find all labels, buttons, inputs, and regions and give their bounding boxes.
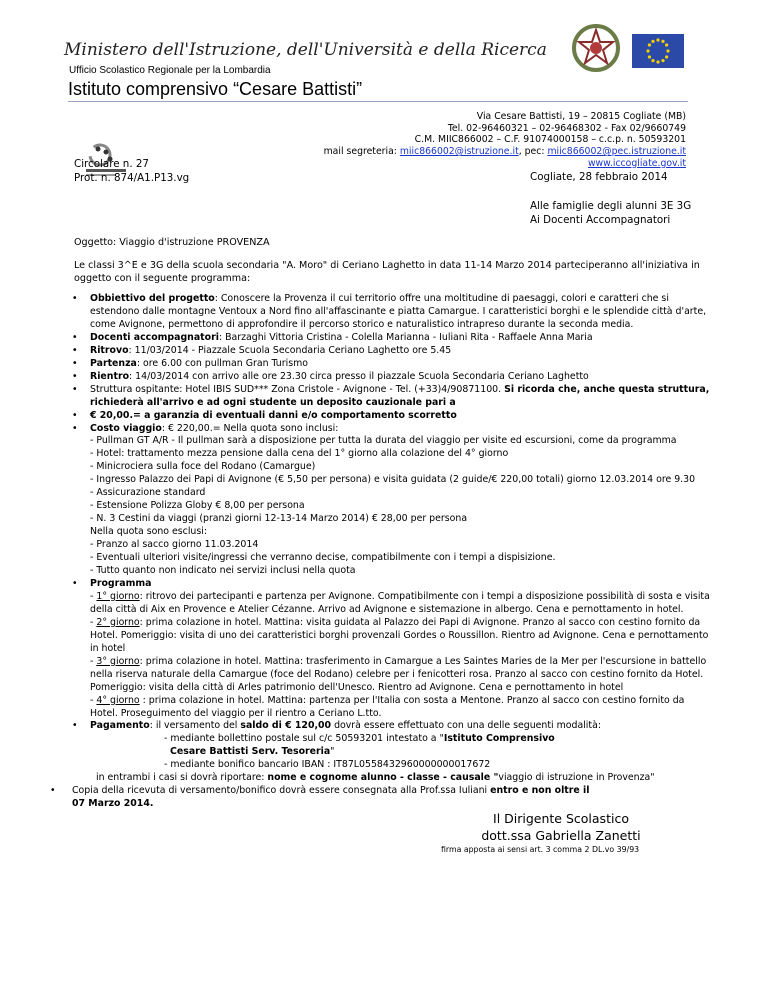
item-label: Rientro xyxy=(90,370,130,382)
recipients xyxy=(530,199,691,227)
recipient-families: Alle famiglie degli alunni 3E 3G xyxy=(530,200,692,212)
signature-block xyxy=(476,810,646,844)
codes-line: C.M. MIIC866002 – C.F. 91074000158 – c.c.p. n. 50593201 xyxy=(414,134,686,146)
day-entry: - 1° giorno: ritrovo dei partecipanti e partenza per Avignone. Compatibilmente con i tempi a disposizione possibilità di sosta e visita della città di Aix en Provence e Atelier Cézanne. Arrivo ad Avignone e sistemazione in albergo. Cena e pernottamento in hotel. xyxy=(90,590,710,615)
included-item: - Ingresso Palazzo dei Papi di Avignone (€ 5,50 per persona) e visita guidata (2 guide/€ 220,00 totali) giorno 12.03.2014 ore 9.30 xyxy=(90,474,696,486)
item-text: : il versamento del xyxy=(149,720,241,732)
day-text: : prima colazione in hotel. Mattina: visita guidata al Palazzo dei Papi di Avignone. Pranzo al sacco con cestino fornito da Hotel. Pomeriggio: visita di uno dei caratteristici borghi provenzali Gordes o Roussillon. Rientro ad Avignone. Cena e pernottamento in hotel xyxy=(90,616,709,654)
payment-causale xyxy=(90,772,710,785)
program-body xyxy=(50,293,710,811)
item-text: : ore 6.00 con pullman Gran Turismo xyxy=(136,357,308,369)
recipient-teachers: Ai Docenti Accompagnatori xyxy=(530,214,671,226)
place-date: Cogliate, 28 febbraio 2014 xyxy=(530,171,668,183)
day-label: 2° giorno xyxy=(96,616,140,628)
eu-flag-icon xyxy=(632,34,684,68)
list-item: • Rientro: 14/03/2014 con arrivo alle ore 23.30 circa presso il piazzale Scuola Secondaria Ceriano Laghetto xyxy=(72,370,589,382)
included-list xyxy=(90,435,710,526)
day-label: 4° giorno xyxy=(96,694,140,706)
circolare-number: Circolare n. 27 xyxy=(74,158,149,170)
list-item: • Ritrovo: 11/03/2014 - Piazzale Scuola Secondaria Ceriano Laghetto ore 5.45 xyxy=(72,344,452,356)
item-text: : € 220,00.= Nella quota sono inclusi: xyxy=(161,422,339,434)
list-item: • Docenti accompagnatori: Barzaghi Vittoria Cristina - Colella Marianna - Iuliani Rita - Raffaele Anna Maria xyxy=(72,331,593,343)
item-label: Partenza xyxy=(90,357,137,369)
day-entry: - 4° giorno : prima colazione in hotel. Mattina: partenza per l'Italia con sosta a Mentone. Pranzo al sacco con cestino fornito da Hotel. Proseguimento del viaggio per il rientro a Ceriano L.tto. xyxy=(90,694,685,719)
header-divider xyxy=(68,101,688,102)
included-item: - Minicrociera sulla foce del Rodano (Camargue) xyxy=(90,461,316,473)
causale-post: viaggio di istruzione in Provenza" xyxy=(498,772,655,784)
item-text: : 11/03/2014 - Piazzale Scuola Secondaria Ceriano Laghetto ore 5.45 xyxy=(128,344,452,356)
item-label: Docenti accompagnatori xyxy=(90,331,219,343)
phone-line: Tel. 02-96460321 – 02-96468302 - Fax 02/9660749 xyxy=(447,122,686,134)
receipt-deadline: entro e non oltre il xyxy=(490,785,590,797)
excluded-item: - Tutto quanto non indicato nei servizi inclusi nella quota xyxy=(90,565,356,577)
day-label: 3° giorno xyxy=(96,655,140,667)
list-item: • Obbiettivo del progetto: Conoscere la Provenza il cui territorio offre una moltitudine di paesaggi, colori e caratteri che si estendono dalle montagne Ventoux a Nord fino all'affascinante e piatta Camargue. I caratteristici borghi e le splendide città d'arte, come Avignone, permettono di approfondire il percorso storico e naturalistico intrapreso durante la seconda media. xyxy=(72,293,707,330)
director-name: dott.ssa Gabriella Zanetti xyxy=(481,828,641,843)
item-bold: Si ricorda che, anche questa struttura, richiederà all'arrivo e ad ogni studente un deposito cauzionale pari a xyxy=(90,383,710,408)
program-heading: Programma xyxy=(90,577,152,589)
excluded-heading: Nella quota sono esclusi: xyxy=(90,526,208,538)
included-item: - N. 3 Cestini da viaggi (pranzi giorni 12-13-14 Marzo 2014) € 28,00 per persona xyxy=(90,513,468,525)
included-item: - Estensione Polizza Globy € 8,00 per persona xyxy=(90,500,305,512)
excluded-item: - Eventuali ulteriori visite/ingressi che verranno decise, compatibilmente con i tempi a dispisizione. xyxy=(90,552,556,564)
signature-note: firma apposta ai sensi art. 3 comma 2 DL.vo 39/93 xyxy=(441,845,640,854)
list-item: • Pagamento: il versamento del saldo di € 120,00 dovrà essere effettuato con una delle seguenti modalità: - mediante bollettino postale sul c/c 50593201 intestato a "Istituto Comprensivo Cesare Battisti Serv. Tesoreria" - mediante bonifico bancario IBAN : IT87L0558432960000000017672 in entrambi i casi si dovrà riportare: nome e cognome alunno - classe - causale "viaggio di istruzione in Provenza" xyxy=(74,720,710,785)
postal-holder: Istituto Comprensivo xyxy=(443,733,555,745)
mail-link[interactable]: miic866002@istruzione.it xyxy=(399,146,519,158)
address-line: Via Cesare Battisti, 19 – 20815 Cogliate (MB) xyxy=(476,111,686,122)
list-item: • Struttura ospitante: Hotel IBIS SUD*** Zona Cristole - Avignone - Tel. (+33)4/90871100. Si ricorda che, anche questa struttura, richiederà all'arrivo e ad ogni studente un deposito cauzionale pari a xyxy=(72,383,710,408)
mail-label: mail segreteria: xyxy=(323,146,400,158)
list-item: • Partenza: ore 6.00 con pullman Gran Turismo xyxy=(72,357,308,369)
receipt-date: 07 Marzo 2014. xyxy=(72,798,154,810)
day-entry: - 2° giorno: prima colazione in hotel. Mattina: visita guidata al Palazzo dei Papi di Avignone. Pranzo al sacco con cestino fornito da Hotel. Pomeriggio: visita di uno dei caratteristici borghi provenzali Gordes o Roussillon. Rientro ad Avignone. Cena e pernottamento in hotel xyxy=(90,616,709,654)
item-text: : Conoscere la Provenza il cui territorio offre una moltitudine di paesaggi, colori e caratteri che si estendono dalle montagne Ventoux a Nord fino all'affascinante e piatta Camargue. I caratteristici borghi e le splendide città d'arte, come Avignone, permettono di approfondire il percorso storico e naturalistico intrapreso durante la seconda media. xyxy=(90,293,707,330)
director-title: Il Dirigente Scolastico xyxy=(493,811,629,826)
payment-holder xyxy=(90,746,710,759)
subject-line: Oggetto: Viaggio d'istruzione PROVENZA xyxy=(74,237,270,248)
pec-label: , pec: xyxy=(518,146,548,158)
excluded-item: - Pranzo al sacco giorno 11.03.2014 xyxy=(90,539,259,551)
website-link[interactable]: www.iccogliate.gov.it xyxy=(587,157,686,169)
day-text: : ritrovo dei partecipanti e partenza per Avignone. Compatibilmente con i tempi a disposizione possibilità di sosta e visita della città di Aix en Provence e Atelier Cézanne. Arrivo ad Avignone e sistemazione in albergo. Cena e pernottamento in hotel. xyxy=(90,590,710,615)
included-item: - Hotel: trattamento mezza pensione dalla cena del 1° giorno alla colazione del 4° giorno xyxy=(90,448,509,460)
school-address xyxy=(324,111,686,170)
italy-emblem-icon xyxy=(570,22,622,74)
item-label: Obbiettivo del progetto xyxy=(90,293,215,304)
item-label: Costo viaggio xyxy=(90,422,162,434)
item-text: : Barzaghi Vittoria Cristina - Colella Marianna - Iuliani Rita - Raffaele Anna Maria xyxy=(218,331,593,343)
receipt-text: Copia della ricevuta di versamento/bonifico dovrà essere consegnata alla Prof.ssa Iuliani xyxy=(72,785,491,797)
item-text: dovrà essere effettuato con una delle seguenti modalità: xyxy=(331,720,601,732)
postal-holder-2: Cesare Battisti Serv. Tesoreria xyxy=(170,746,331,758)
ministry-name: Ministero dell'Istruzione, dell'Università e della Ricerca xyxy=(64,40,547,60)
list-item: • Costo viaggio: € 220,00.= Nella quota sono inclusi: - Pullman GT A/R - Il pullman sarà a disposizione per tutta la durata del viaggio per visite ed escursioni, come da programma - Hotel: trattamento mezza pensione dalla cena del 1° giorno alla colazione del 4° giorno - Minicrociera sulla foce del Rodano (Camargue) - Ingresso Palazzo dei Papi di Avignone (€ 5,50 per persona) e visita guidata (2 guide/€ 220,00 totali) giorno 12.03.2014 ore 9.30 - Assicurazione standard - Estensione Polizza Globy € 8,00 per persona - N. 3 Cestini da viaggi (pranzi giorni 12-13-14 Marzo 2014) € 28,00 per persona Nella quota sono esclusi: - Pranzo al sacco giorno 11.03.2014 - Eventuali ulteriori visite/ingressi che verranno decise, compatibilmente con i tempi a dispisizione. - Tutto quanto non indicato nei servizi inclusi nella quota xyxy=(74,423,710,578)
day-label: 1° giorno xyxy=(96,590,140,602)
excluded-list xyxy=(90,539,710,578)
circolare-info xyxy=(74,157,189,185)
causale-text: in entrambi i casi si dovrà riportare: xyxy=(96,772,268,784)
payment-bank: - mediante bonifico bancario IBAN : IT87L0558432960000000017672 xyxy=(164,759,491,771)
causale-bold: nome e cognome alunno - classe - causale " xyxy=(267,772,499,784)
quote-mark: " xyxy=(330,746,335,758)
protocol-number: Prot. n. 874/A1.P13.vg xyxy=(74,172,190,184)
day-entry: - 3° giorno: prima colazione in hotel. Mattina: trasferimento in Camargue a Les Saintes Maries de la Mer per l'escursione in battello nella riserva naturale della Camargue (foce del Rodano) celebre per i fenicotteri rosa. Pranzo al sacco con cestino fornito da Hotel. Pomeriggio: visita della città di Arles patrimonio dell'Unesco. Rientro ad Avignone. Cena e pernottamento in hotel xyxy=(90,655,707,693)
day-text: : prima colazione in hotel. Mattina: trasferimento in Camargue a Les Saintes Maries de la Mer per l'escursione in battello nella riserva naturale della Camargue (foce del Rodano) celebre per i fenicotteri rosa. Pranzo al sacco con cestino fornito da Hotel. Pomeriggio: visita della città di Arles patrimonio dell'Unesco. Rientro ad Avignone. Cena e pernottamento in hotel xyxy=(90,655,707,693)
day-text: : prima colazione in hotel. Mattina: partenza per l'Italia con sosta a Mentone. Pranzo al sacco con cestino fornito da Hotel. Proseguimento del viaggio per il rientro a Ceriano L.tto. xyxy=(90,694,685,719)
intro-paragraph: Le classi 3^E e 3G della scuola secondaria "A. Moro" di Ceriano Laghetto in data 11-14 Marzo 2014 parteciperanno all'iniziativa in oggetto con il seguente programma: xyxy=(74,260,700,284)
included-item: - Assicurazione standard xyxy=(90,487,206,499)
item-text: Struttura ospitante: Hotel IBIS SUD*** Zona Cristole - Avignone - Tel. (+33)4/90871100. xyxy=(90,383,505,395)
mail-line xyxy=(324,146,686,158)
pec-link[interactable]: miic866002@pec.istruzione.it xyxy=(547,146,686,158)
postal-text: - mediante bollettino postale sul c/c 50593201 intestato a " xyxy=(164,733,444,745)
institute-name: Istituto comprensivo “Cesare Battisti” xyxy=(68,79,363,99)
item-label: Ritrovo xyxy=(90,344,129,356)
balance-amount: saldo di € 120,00 xyxy=(240,720,332,732)
item-text: : 14/03/2014 con arrivo alle ore 23.30 circa presso il piazzale Scuola Secondaria Ceriano Laghetto xyxy=(129,370,589,382)
included-item: - Pullman GT A/R - Il pullman sarà a disposizione per tutta la durata del viaggio per visite ed escursioni, come da programma xyxy=(90,435,677,447)
item-label: Pagamento xyxy=(90,720,150,732)
regional-office: Ufficio Scolastico Regionale per la Lombardia xyxy=(69,65,271,76)
payment-postal xyxy=(90,733,710,746)
receipt-note: • Copia della ricevuta di versamento/bonifico dovrà essere consegnata alla Prof.ssa Iuliani entro e non oltre il 07 Marzo 2014. xyxy=(50,785,590,810)
list-item: • Programma - 1° giorno: ritrovo dei partecipanti e partenza per Avignone. Compatibilmente con i tempi a disposizione possibilità di sosta e visita della città di Aix en Provence e Atelier Cézanne. Arrivo ad Avignone e sistemazione in albergo. Cena e pernottamento in hotel. - 2° giorno: prima colazione in hotel. Mattina: visita guidata al Palazzo dei Papi di Avignone. Pranzo al sacco con cestino fornito da Hotel. Pomeriggio: visita di uno dei caratteristici borghi provenzali Gordes o Roussillon. Rientro ad Avignone. Cena e pernottamento in hotel - 3° giorno: prima colazione in hotel. Mattina: trasferimento in Camargue a Les Saintes Maries de la Mer per l'escursione in battello nella riserva naturale della Camargue (foce del Rodano) celebre per i fenicotteri rosa. Pranzo al sacco con cestino fornito da Hotel. Pomeriggio: visita della città di Arles patrimonio dell'Unesco. Rientro ad Avignone. Cena e pernottamento in hotel - 4° giorno : prima colazione in hotel. Mattina: partenza per l'Italia con sosta a Mentone. Pranzo al sacco con cestino fornito da Hotel. Proseguimento del viaggio per il rientro a Ceriano L.tto. xyxy=(72,577,710,719)
list-item: • € 20,00.= a garanzia di eventuali danni e/o comportamento scorretto xyxy=(72,409,457,421)
deposit-amount: € 20,00.= a garanzia di eventuali danni e/o comportamento scorretto xyxy=(90,409,457,421)
